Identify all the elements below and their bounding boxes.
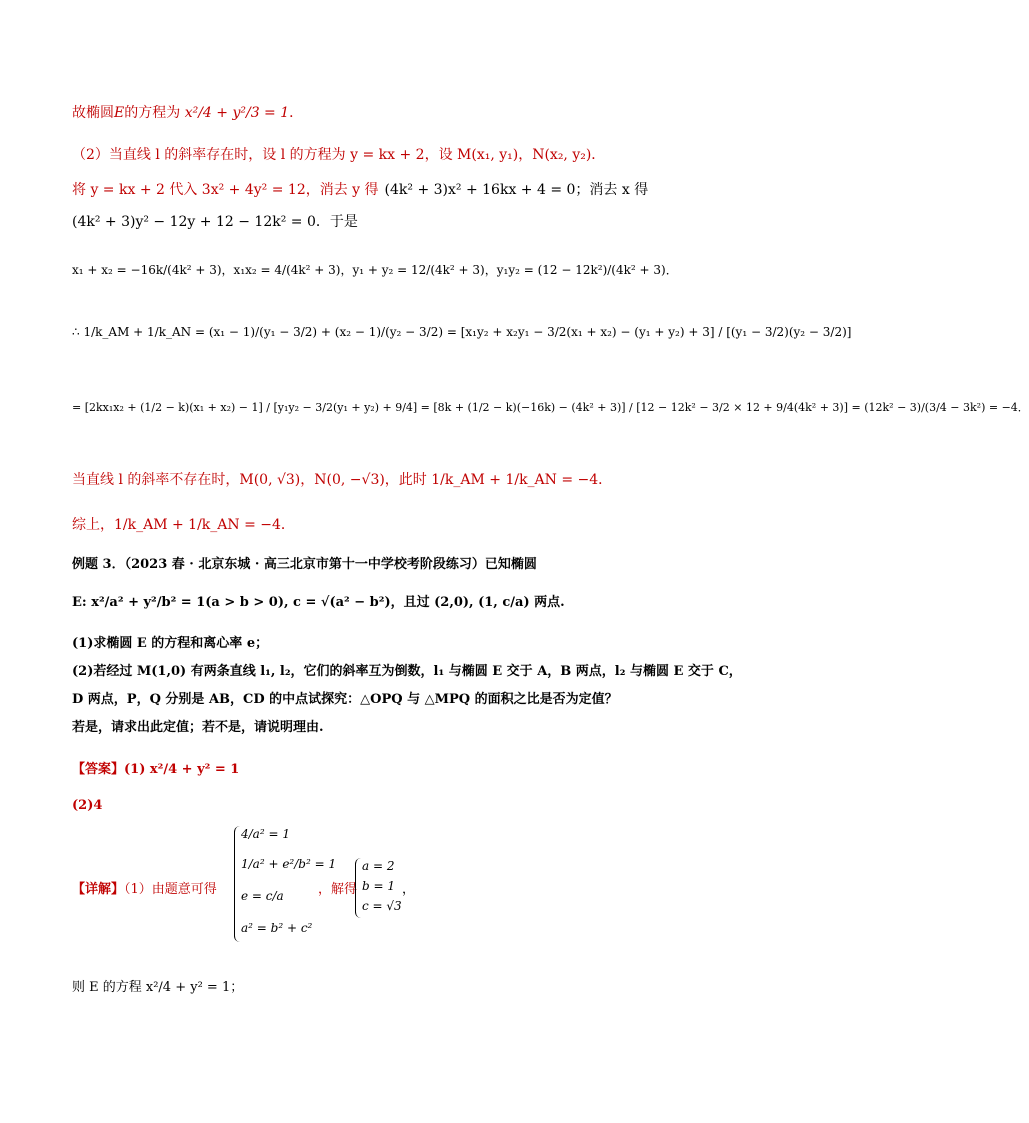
- example-3-question-1: (1)求椭圆 E 的方程和离心率 e；: [72, 636, 269, 651]
- detail-line: 【详解】（1）由题意可得: [72, 882, 217, 897]
- line-slope-undefined: 当直线 l 的斜率不存在时，M(0, √3)，N(0, −√3)，此时 1/k_AM + 1/k_AN = −4．: [72, 472, 613, 488]
- example-3-ellipse: E: x²/a² + y²/b² = 1(a > b > 0), c = √(a² − b²)，且过 (2,0), (1, c/a) 两点.: [72, 595, 565, 610]
- equation-system-solution: a = 2 b = 1 c = √3: [355, 858, 402, 918]
- line-simplify: = [2kx₁x₂ + (1/2 − k)(x₁ + x₂) − 1] / [y₁y₂ − 3/2(y₁ + y₂) + 9/4] = [8k + (1/2 − k)(−16k) − (4k² + 3)] / [12 − 12k² − 3/2 × 12 + 9/4(4k² + 3)] = (12k² − 3)/(3/4 − 3k²) = −4．: [72, 401, 1029, 414]
- example-3-question-2c: 若是，请求出此定值；若不是，请说明理由.: [72, 720, 324, 735]
- line-substitute: 将 y = kx + 2 代入 3x² + 4y² = 12，消去 y 得 (4k² + 3)x² + 16kx + 4 = 0；消去 x 得: [72, 182, 649, 198]
- example-3-question-2a: (2)若经过 M(1,0) 有两条直线 l₁, l₂，它们的斜率互为倒数，l₁ 与椭圆 E 交于 A，B 两点，l₂ 与椭圆 E 交于 C，: [72, 664, 742, 679]
- answer-line: [72, 760, 239, 780]
- ellipse-equation: x²/4 + y²/3 = 1: [184, 105, 290, 121]
- line-vieta: x₁ + x₂ = −16k/(4k² + 3)，x₁x₂ = 4/(4k² + 3)，y₁ + y₂ = 12/(4k² + 3)，y₁y₂ = (12 − 12k²)/(4k² + 3)．: [72, 263, 678, 277]
- line-conclusion: 综上，1/k_AM + 1/k_AN = −4．: [72, 517, 295, 533]
- line-part2-setup: （2）当直线 l 的斜率存在时，设 l 的方程为 y = kx + 2，设 M(x₁, y₁)，N(x₂, y₂)．: [72, 147, 606, 163]
- answer-tag: 【答案】: [72, 762, 125, 777]
- line-final-equation: 则 E 的方程 x²/4 + y² = 1；: [72, 980, 244, 995]
- line-slope-sum: ∴ 1/k_AM + 1/k_AN = (x₁ − 1)/(y₁ − 3/2) + (x₂ − 1)/(y₂ − 3/2) = [x₁y₂ + x₂y₁ − 3/2(x₁ + x₂) − (y₁ + y₂) + 3] / [(y₁ − 3/2)(y₂ − 3/2)]: [72, 325, 852, 339]
- document-page: 故椭圆E的方程为 x²/4 + y²/3 = 1． （2）当直线 l 的斜率存在时，设 l 的方程为 y = kx + 2，设 M(x₁, y₁)，N(x₂, y₂)． 将 y = kx + 2 代入 3x² + 4y² = 12，消去 y 得 (4k² + 3)x² + 16kx + 4 = 0；消去 x 得 (4k² + 3)y² − 12y + 12 − 12k² = 0．于是 x₁ + x₂ = −16k/(4k² + 3)，x₁x₂ = 4/(4k² + 3)，y₁ + y₂ = 12/(4k² + 3)，y₁y₂ = (12 − 12k²)/(4k² + 3)． ∴ 1/k_AM + 1/k_AN = (x₁ − 1)/(y₁ − 3/2) + (x₂ − 1)/(y₂ − 3/2) = [x₁y₂ + x₂y₁ − 3/2(x₁ + x₂) − (y₁ + y₂) + 3] / [(y₁ − 3/2)(y₂ − 3/2)] = [2kx₁x₂ + (1/2 − k)(x₁ + x₂) − 1] / [y₁y₂ − 3/2(y₁ + y₂) + 9/4] = [8k + (1/2 − k)(−16k) − (4k² + 3)] / [12 − 12k² − 3/2 × 12 + 9/4(4k² + 3)] = (12k² − 3)/(3/4 − 3k²) = −4． 当直线 l 的斜率不存在时，M(0, √3)，N(0, −√3)，此时 1/k_AM + 1/k_AN = −4． 综上，1/k_AM + 1/k_AN = −4． 例题 3．（2023 春 · 北京东城 · 高三北京市第十一中学校考阶段练习）已知椭圆 E: x²/a² + y²/b² = 1(a > b > 0), c = √(a² − b²)，且过 (2,0), (1, c/a) 两点. (1)求椭圆 E 的方程和离心率 e； (2)若经过 M(1,0) 有两条直线 l₁, l₂，它们的斜率互为倒数，l₁ 与椭圆 E 交于 A，B 两点，l₂ 与椭圆 E 交于 C， D 两点，P，Q 分别是 AB，CD 的中点试探究：△OPQ 与 △MPQ 的面积之比是否为定值？ 若是，请求出此定值；若不是，请说明理由. 【答案】(1) x²/4 + y² = 1 (2)4 【详解】（1）由题意可得 4/a² = 1 1/a² + e²/b² = 1 e = c/a a² = b² + c² ，解得 a = 2 b = 1 c = √3 ， 则 E 的方程 x²/4 + y² = 1；: [0, 0, 794, 1123]
- line-y-quadratic: (4k² + 3)y² − 12y + 12 − 12k² = 0．于是: [72, 214, 358, 230]
- detail-tag: 【详解】: [72, 882, 125, 897]
- example-3-question-2b: D 两点，P，Q 分别是 AB，CD 的中点试探究：△OPQ 与 △MPQ 的面积之比是否为定值？: [72, 692, 618, 707]
- answer-part1: (1) x²/4 + y² = 1: [124, 762, 240, 777]
- equation-system-given: 4/a² = 1 1/a² + e²/b² = 1 e = c/a a² = b² + c²: [234, 826, 336, 942]
- line-ellipse-result: 故椭圆E的方程为 x²/4 + y²/3 = 1．: [72, 105, 304, 121]
- solve-text: ，解得: [318, 882, 358, 897]
- example-3-heading: 例题 3．（2023 春 · 北京东城 · 高三北京市第十一中学校考阶段练习）已知椭圆: [72, 557, 537, 572]
- answer-part2: (2)4: [72, 798, 103, 813]
